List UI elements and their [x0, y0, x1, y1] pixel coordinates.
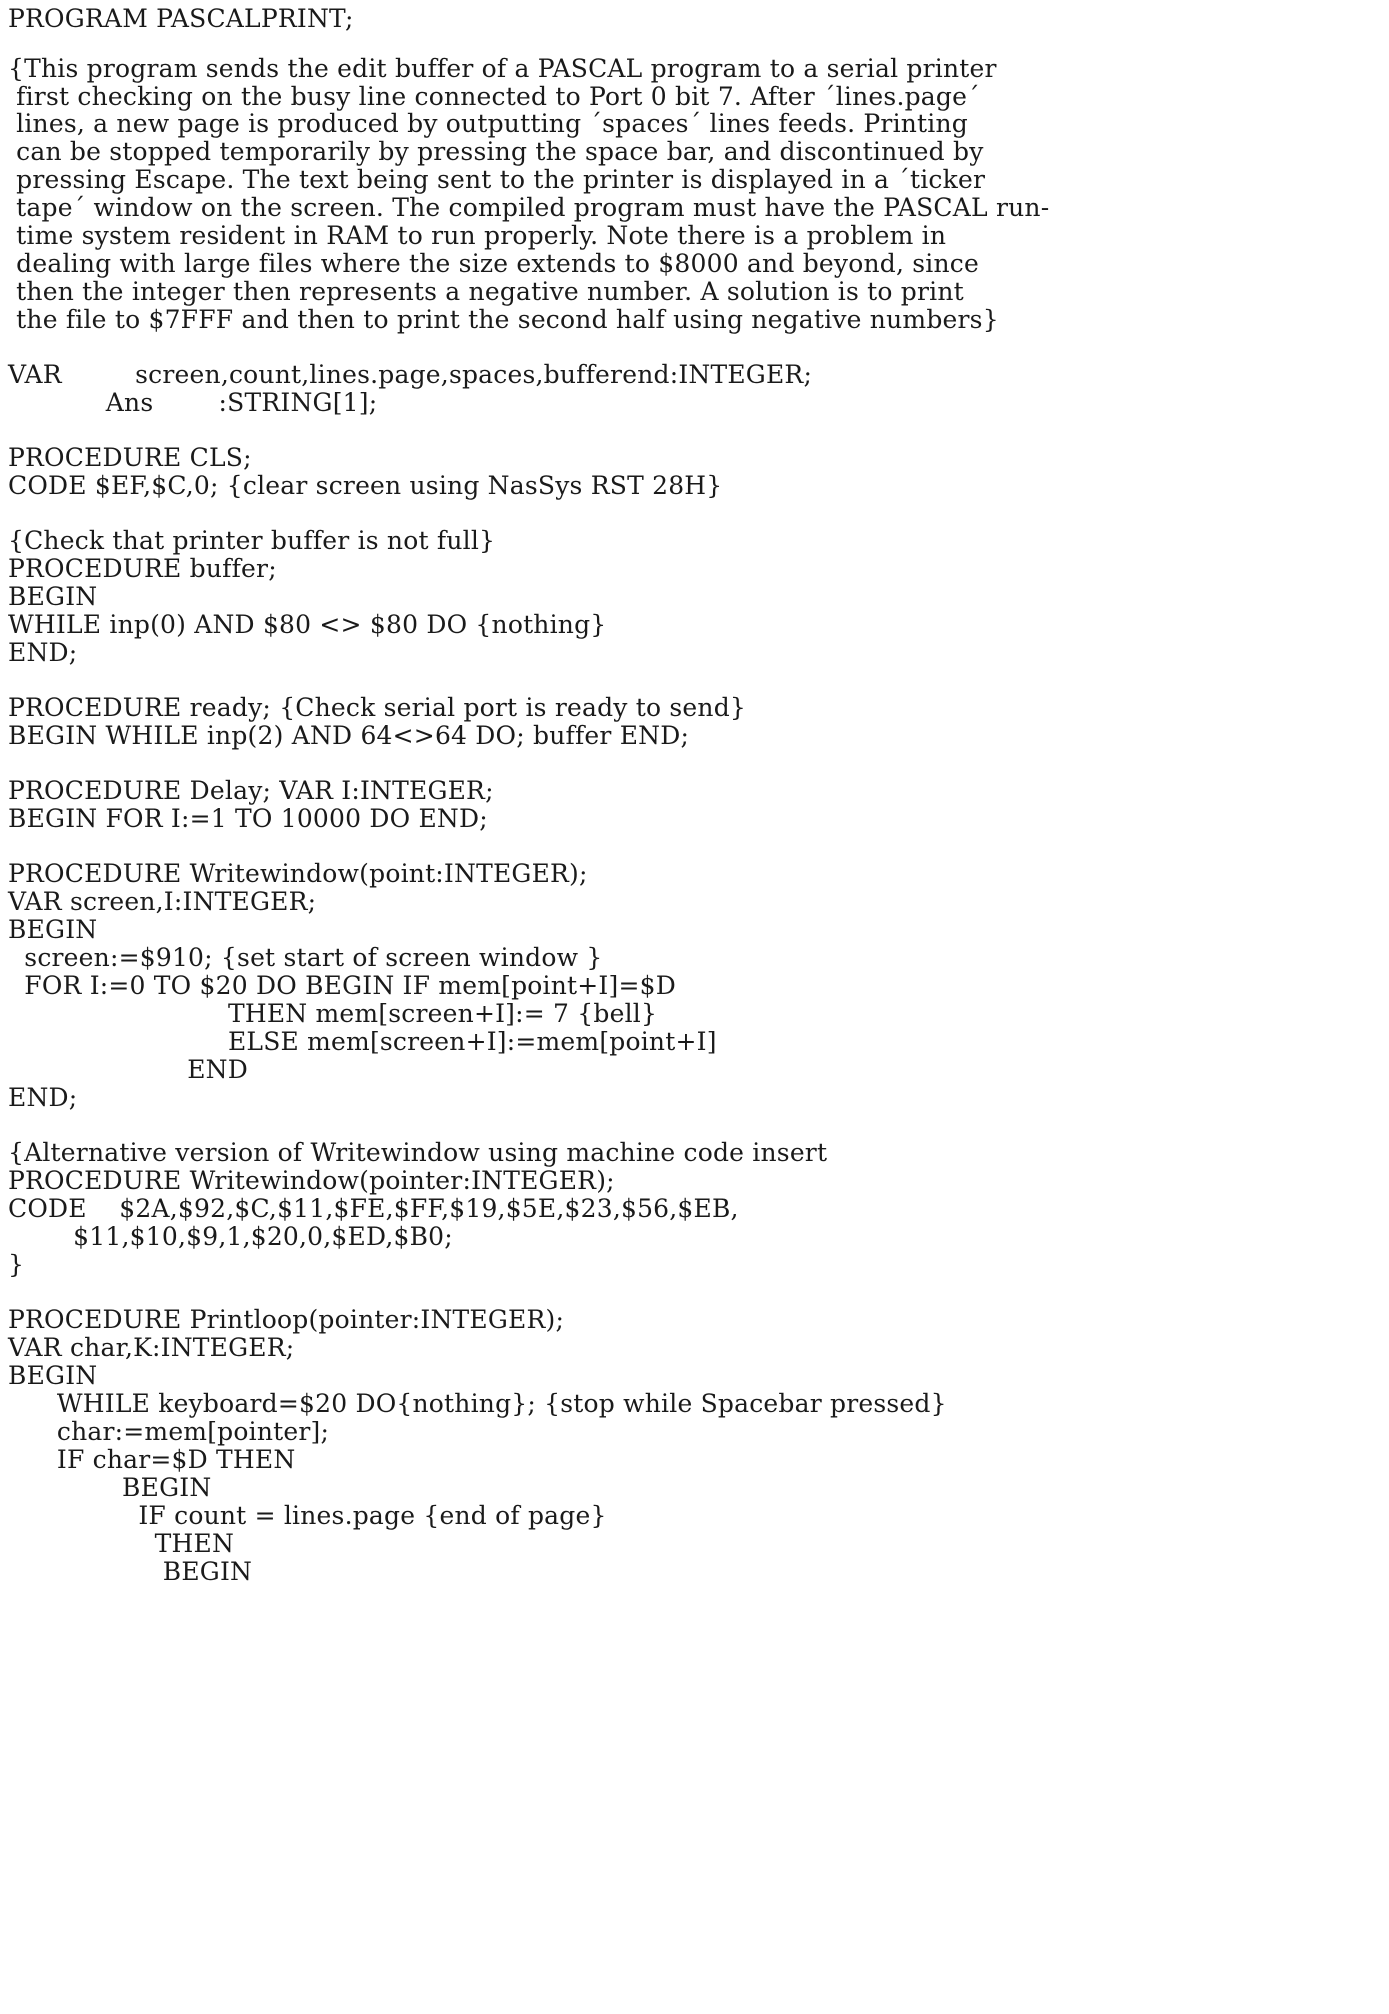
code-line: pressing Escape. The text being sent to the printer is displayed in a ´ticker: [8, 165, 986, 194]
code-line: PROCEDURE CLS;: [8, 443, 252, 472]
code-line: VAR char,K:INTEGER;: [8, 1333, 295, 1362]
code-line: PROCEDURE Delay; VAR I:INTEGER;: [8, 776, 494, 805]
code-line: PROCEDURE ready; {Check serial port is ready to send}: [8, 693, 747, 722]
code-line: WHILE inp(0) AND $80 <> $80 DO {nothing}: [8, 610, 607, 639]
program-title: PROGRAM PASCALPRINT;: [8, 4, 354, 33]
code-line: VAR screen,count,lines.page,spaces,bufferend:INTEGER;: [8, 360, 813, 389]
code-line: can be stopped temporarily by pressing the space bar, and discontinued by: [8, 137, 984, 166]
code-line: then the integer then represents a negative number. A solution is to print: [8, 277, 964, 306]
code-line: END;: [8, 1083, 78, 1112]
code-line: CODE $2A,$92,$C,$11,$FE,$FF,$19,$5E,$23,$56,$EB,: [8, 1194, 739, 1223]
code-line: PROCEDURE Printloop(pointer:INTEGER);: [8, 1305, 565, 1334]
code-line: IF char=$D THEN: [8, 1445, 296, 1474]
code-line: $11,$10,$9,1,$20,0,$ED,$B0;: [8, 1222, 453, 1251]
code-line: {Check that printer buffer is not full}: [8, 526, 496, 555]
code-line: {This program sends the edit buffer of a PASCAL program to a serial printer: [8, 54, 997, 83]
code-line: char:=mem[pointer];: [8, 1417, 330, 1446]
code-line: END: [8, 1055, 248, 1084]
code-line: time system resident in RAM to run properly. Note there is a problem in: [8, 221, 947, 250]
code-line: VAR screen,I:INTEGER;: [8, 887, 317, 916]
code-line: BEGIN: [8, 1473, 212, 1502]
code-line: END;: [8, 638, 78, 667]
code-line: WHILE keyboard=$20 DO{nothing}; {stop while Spacebar pressed}: [8, 1389, 947, 1418]
code-line: lines, a new page is produced by outputting ´spaces´ lines feeds. Printing: [8, 109, 969, 138]
code-line: first checking on the busy line connected to Port 0 bit 7. After ´lines.page´: [8, 82, 980, 111]
code-line: the file to $7FFF and then to print the second half using negative numbers}: [8, 305, 999, 334]
code-line: PROCEDURE Writewindow(point:INTEGER);: [8, 859, 588, 888]
code-line: screen:=$910; {set start of screen window }: [8, 943, 603, 972]
code-line: THEN mem[screen+I]:= 7 {bell}: [8, 999, 658, 1028]
code-line: THEN: [8, 1529, 235, 1558]
code-line: PROCEDURE buffer;: [8, 554, 277, 583]
code-line: BEGIN: [8, 1361, 98, 1390]
code-line: FOR I:=0 TO $20 DO BEGIN IF mem[point+I]=$D: [8, 971, 676, 1000]
code-line: PROCEDURE Writewindow(pointer:INTEGER);: [8, 1166, 615, 1195]
code-line: BEGIN: [8, 915, 98, 944]
code-line: IF count = lines.page {end of page}: [8, 1501, 607, 1530]
code-line: BEGIN FOR I:=1 TO 10000 DO END;: [8, 804, 488, 833]
code-line: tape´ window on the screen. The compiled program must have the PASCAL run-: [8, 193, 1050, 222]
code-line: {Alternative version of Writewindow using machine code insert: [8, 1138, 828, 1167]
code-line: CODE $EF,$C,0; {clear screen using NasSys RST 28H}: [8, 471, 723, 500]
code-line: dealing with large files where the size extends to $8000 and beyond, since: [8, 249, 979, 278]
code-line: Ans :STRING[1];: [8, 388, 378, 417]
code-line: BEGIN WHILE inp(2) AND 64<>64 DO; buffer END;: [8, 721, 690, 750]
code-line: BEGIN: [8, 1557, 253, 1586]
code-line: }: [8, 1250, 25, 1279]
code-line: ELSE mem[screen+I]:=mem[point+I]: [8, 1027, 717, 1056]
code-line: BEGIN: [8, 582, 98, 611]
